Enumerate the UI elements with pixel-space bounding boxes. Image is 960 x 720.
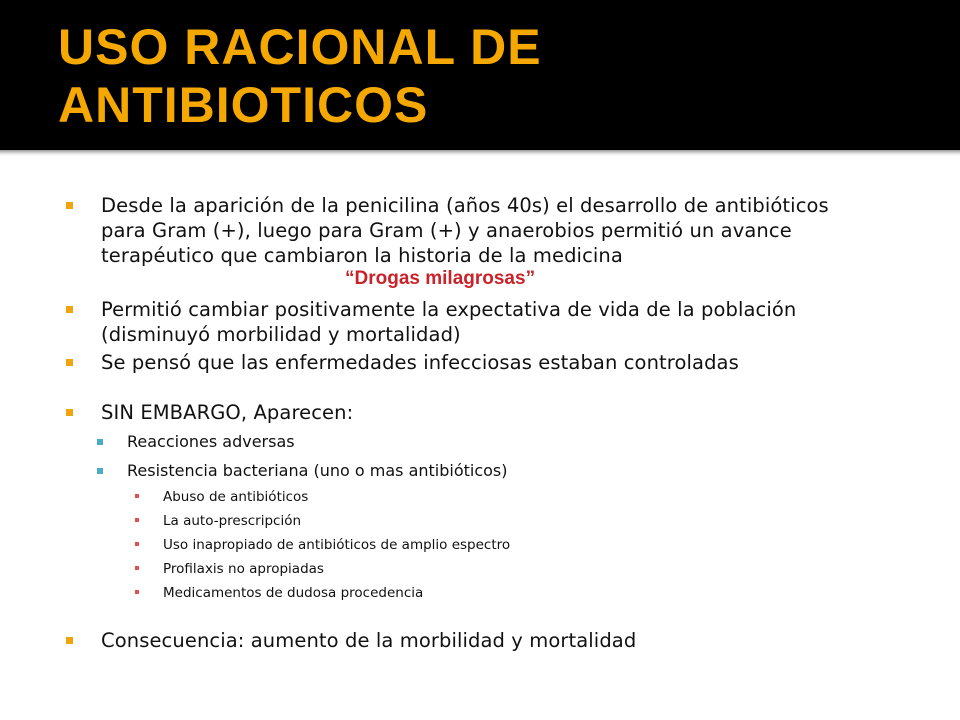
subsub-bullet <box>135 560 324 578</box>
title-line-2: ANTIBIOTICOS <box>58 77 429 133</box>
subsub-bullet-text: Uso inapropiado de antibióticos de amplio espectro <box>163 537 511 553</box>
bullet-1-text <box>101 193 891 268</box>
bullet-square-icon <box>66 409 73 416</box>
sub-bullet-square-icon <box>97 468 103 474</box>
bullet-5-text <box>101 628 891 653</box>
bullet-square-icon <box>66 306 73 313</box>
subsub-bullet-text: Medicamentos de dudosa procedencia <box>163 585 424 601</box>
subsub-bullet-text: La auto-prescripción <box>163 513 302 529</box>
bullet-5 <box>66 628 891 653</box>
bullet-1-line: para Gram (+), luego para Gram (+) y anaerobios permitió un avance <box>101 219 792 242</box>
bullet-2-line: Permitió cambiar positivamente la expectativa de vida de la población <box>101 298 797 321</box>
subsub-bullet-square-icon <box>135 518 139 522</box>
bullet-2-line: (disminuyó morbilidad y mortalidad) <box>101 323 461 346</box>
subsub-bullet-square-icon <box>135 590 139 594</box>
subsub-bullet <box>135 488 308 506</box>
slide-title <box>58 18 542 134</box>
bullet-1-line: terapéutico que cambiaron la historia de la medicina <box>101 244 623 267</box>
bullet-4 <box>66 400 891 425</box>
bullet-4-line: SIN EMBARGO, Aparecen: <box>101 401 354 424</box>
subsub-bullet <box>135 512 301 530</box>
title-line-1: USO RACIONAL DE <box>58 19 542 75</box>
emphasis-text: “Drogas milagrosas” <box>345 268 536 289</box>
subsub-bullet-text: Profilaxis no apropiadas <box>163 561 324 577</box>
bullet-3-text <box>101 350 891 375</box>
sub-bullet-text: Reacciones adversas <box>127 432 295 451</box>
title-divider <box>0 150 960 156</box>
sub-bullet <box>97 432 295 452</box>
bullet-3 <box>66 350 891 375</box>
bullet-3-line: Se pensó que las enfermedades infecciosas estaban controladas <box>101 351 739 374</box>
bullet-2-text <box>101 297 891 347</box>
bullet-4-text <box>101 400 891 425</box>
sub-bullet-text: Resistencia bacteriana (uno o mas antibióticos) <box>127 461 508 480</box>
title-bar <box>0 0 960 150</box>
sub-bullet-square-icon <box>97 439 103 445</box>
subsub-bullet <box>135 536 510 554</box>
bullet-5-line: Consecuencia: aumento de la morbilidad y mortalidad <box>101 629 637 652</box>
subsub-bullet-square-icon <box>135 542 139 546</box>
bullet-2 <box>66 297 891 347</box>
subsub-bullet-square-icon <box>135 494 139 498</box>
bullet-square-icon <box>66 359 73 366</box>
subsub-bullet <box>135 584 423 602</box>
subsub-bullet-text: Abuso de antibióticos <box>163 489 309 505</box>
bullet-square-icon <box>66 202 73 209</box>
bullet-square-icon <box>66 637 73 644</box>
bullet-1-line: Desde la aparición de la penicilina (años 40s) el desarrollo de antibióticos <box>101 194 829 217</box>
sub-bullet <box>97 461 508 481</box>
bullet-1 <box>66 193 891 268</box>
subsub-bullet-square-icon <box>135 566 139 570</box>
